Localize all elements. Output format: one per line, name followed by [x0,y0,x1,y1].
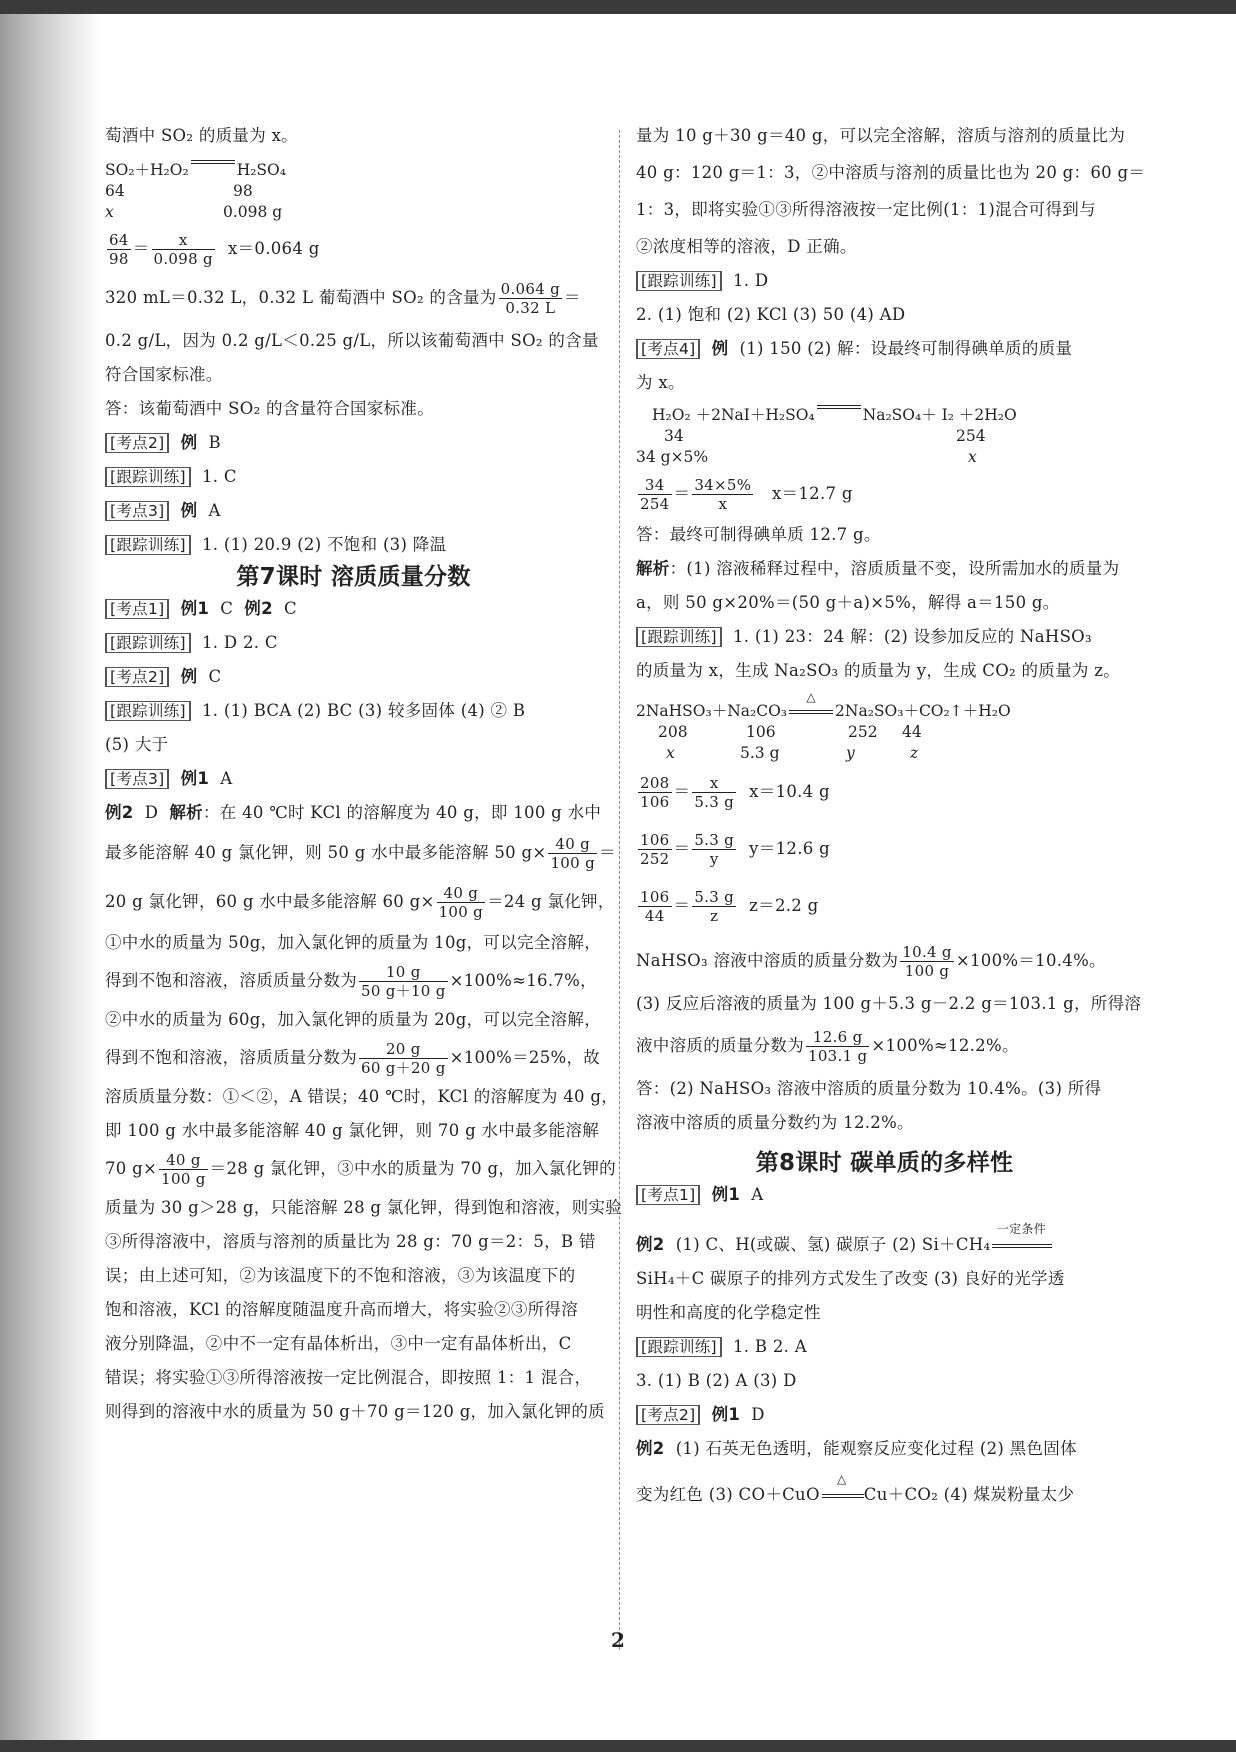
text-line: 2. (1) 饱和 (2) KCl (3) 50 (4) AD [636,305,906,324]
answer-line: [跟踪训练] 1. B 2. A [636,1337,1133,1357]
text-line: 得到不饱和溶液，溶质质量分数为 $\frac{20 g}{60 g+20 g}$ ×100%＝25%，故 [105,1040,601,1077]
unknown-value: x [968,448,977,466]
text-line: 错误；将实验①③所得溶液按一定比例混合，即按照 1：1 混合， [105,1368,592,1387]
reaction-arrow [820,1473,864,1505]
fraction: $\frac{10 g}{50 g+10 g}$ [361,963,446,1000]
text-line: 答：该葡萄酒中 SO₂ 的含量符合国家标准。 [105,399,435,418]
text-line: ①中水的质量为 50g，加入氯化钾的质量为 10g，可以完全溶解， [105,933,602,952]
text-line: 溶质质量分数：①＜②，A 错误；40 ℃时，KCl 的溶解度为 40 g， [105,1087,619,1106]
fraction: $\frac{208}{106}$ [640,774,670,811]
equation-values [636,447,1133,468]
equation-values: x 5.3 g y z [666,744,919,762]
fraction: $\frac{64}{98}$ [109,231,129,268]
text-line: (5) 大于 [105,735,169,754]
equation-values [105,202,602,223]
text-line: 液分别降温，②中不一定有晶体析出，③中一定有晶体析出，C [105,1334,572,1353]
equation-right: 2Na₂SO₃＋CO₂↑＋H₂O [835,702,1011,720]
result: y＝12.6 g [749,839,830,858]
section-tag: [跟踪训练] [636,271,722,291]
text-line: NaHSO₃ 溶液中溶质的质量分数为 $\frac{10.4 g}{100 g}$ ×100%＝10.4%。 [636,943,1106,980]
text-line: 解析：(1) 溶液稀释过程中，溶质质量不变，设所需加水的质量为 [636,559,1120,578]
reaction-condition: 一定条件 [996,1222,1047,1236]
molar-mass: 34 [664,427,684,445]
unknown-value: x [105,203,114,221]
answer-line: [考点3] 例1 A [105,769,602,789]
text-line: 质量为 30 g＞28 g，只能溶解 28 g 氯化钾，得到饱和溶液，则实验 [105,1198,623,1217]
answer-line: [跟踪训练] 1. (1) 20.9 (2) 不饱和 (3) 降温 [105,535,602,555]
page-edge-shadow [0,14,100,1740]
text-line: 即 100 g 水中最多能溶解 40 g 氯化钾，则 70 g 水中最多能溶解 [105,1121,600,1140]
text-line: 例2 (1) 石英无色透明，能观察反应变化过程 (2) 黑色固体 [636,1439,1077,1458]
answer-line: [考点1] 例1 A [636,1185,1133,1205]
section-tag: [跟踪训练] [105,633,191,653]
text-line: 最多能溶解 40 g 氯化钾，则 50 g 水中最多能溶解 50 g× $\frac{40 g}{100 g}$ ＝ [105,835,616,872]
section-tag: [跟踪训练] [636,1337,722,1357]
equation-right: H₂SO₄ [236,161,286,179]
ratio-line: $\frac{106}{44}$ ＝ $\frac{5.3 g}{z}$ z＝2.2 g [640,888,819,925]
equation-masses [105,181,602,202]
equals-sign [817,405,861,409]
text-line: 萄酒中 SO₂ 的质量为 x。 [105,126,298,145]
text-line: 溶液中溶质的质量分数约为 12.2%。 [636,1113,914,1132]
text-line: 40 g：120 g＝1：3，②中溶质与溶剂的质量比也为 20 g：60 g＝ [636,163,1146,182]
equation [105,160,602,181]
text-line: 例2 (1) C、H(或碳、氢) 碳原子 (2) Si＋CH₄ 一定条件 [636,1223,1133,1255]
answer-line: [考点2] 例 B [105,433,602,453]
text-line: (3) 反应后溶液的质量为 100 g＋5.3 g－2.2 g＝103.1 g，所得溶 [636,994,1142,1013]
answer-line: [考点4] 例 (1) 150 (2) 解：设最终可制得碘单质的质量 [636,339,1133,359]
section-tag: [考点2] [105,667,169,687]
fraction: $\frac{34\times 5\%}{x}$ [694,476,752,513]
reaction-arrow [990,1223,1052,1255]
text-line: a，则 50 g×20%＝(50 g＋a)×5%，解得 a＝150 g。 [636,593,1060,612]
section-tag: [跟踪训练] [105,467,191,487]
answer-line: [跟踪训练] 1. (1) 23：24 解：(2) 设参加反应的 NaHSO₃ [636,627,1133,647]
fraction: $\frac{5.3 g}{z}$ [694,888,735,925]
ratio-line: $\frac{106}{252}$ ＝ $\frac{5.3 g}{y}$ y＝12.6 g [640,831,830,868]
answer-line: [考点2] 例 C [105,667,602,687]
section-tag: [考点3] [105,501,169,521]
fraction: $\frac{x}{0.098 g}$ [153,231,213,268]
text-line: ③所得溶液中，溶质与溶剂的质量比为 28 g：70 g＝2：5，B 错 [105,1232,596,1251]
equation [636,690,1133,722]
fraction: $\frac{106}{252}$ [640,831,670,868]
section-tag: [考点3] [105,769,169,789]
heat-symbol: △ [837,1472,847,1486]
known-value: 34 g×5% [636,448,709,466]
known-value: 0.098 g [223,203,283,221]
fraction: $\frac{0.064 g}{0.32 L}$ [500,280,561,317]
fraction: $\frac{40 g}{100 g}$ [438,884,484,921]
section-tag: [跟踪训练] [105,535,191,555]
text-line: 320 mL＝0.32 L，0.32 L 葡萄酒中 SO₂ 的含量为 $\frac{0.064 g}{0.32 L}$ ＝ [105,280,581,317]
fraction: $\frac{10.4 g}{100 g}$ [902,943,952,980]
lesson-heading: 第8课时 碳单质的多样性 [755,1150,1014,1176]
answer-line: [考点3] 例 A [105,501,602,521]
molar-mass: 254 [956,427,986,445]
equation-left: 2NaHSO₃＋Na₂CO₃ [636,702,788,720]
text-line: 0.2 g/L，因为 0.2 g/L＜0.25 g/L，所以该葡萄酒中 SO₂ 的含量 [105,331,599,350]
answer-line: [跟踪训练] 1. (1) BCA (2) BC (3) 较多固体 (4) ② B [105,701,602,721]
section-tag: [跟踪训练] [105,701,191,721]
equation-masses [636,426,1133,447]
text-line: 20 g 氯化钾，60 g 水中最多能溶解 60 g× $\frac{40 g}{100 g}$ ＝24 g 氯化钾， [105,884,615,921]
equation-left: SO₂＋H₂O₂ [105,161,189,179]
text-line: 1：3，即将实验①③所得溶液按一定比例(1：1)混合可得到与 [636,200,1096,219]
lesson-heading: 第7课时 溶质质量分数 [236,564,471,590]
section-tag: [考点2] [636,1405,700,1425]
text-line: 则得到的溶液中水的质量为 50 g＋70 g＝120 g，加入氯化钾的质 [105,1402,605,1421]
text-line: ②中水的质量为 60g，加入氯化钾的质量为 20g，可以完全溶解， [105,1010,602,1029]
fraction: $\frac{34}{254}$ [640,476,670,513]
equation-left: H₂O₂ ＋2NaI＋H₂SO₄ [652,406,815,424]
text-line: 得到不饱和溶液，溶质质量分数为 $\frac{10 g}{50 g+10 g}$ ×100%≈16.7%， [105,963,597,1000]
result: x＝10.4 g [749,782,830,801]
text-line: 量为 10 g＋30 g＝40 g，可以完全溶解，溶质与溶剂的质量比为 [636,126,1126,145]
reaction-arrow [787,690,835,722]
ratio-line: $\frac{64}{98}$ ＝ $\frac{x}{0.098 g}$ x＝0.064 g [109,231,320,268]
text-line: SiH₄＋C 碳原子的排列方式发生了改变 (3) 良好的光学透 [636,1269,1065,1288]
right-column [636,126,1146,1505]
section-tag: [考点4] [636,339,700,359]
answer-line: [考点2] 例1 D [636,1405,1133,1425]
fraction: $\frac{x}{5.3 g}$ [694,774,735,811]
section-tag: [考点1] [105,599,169,619]
fraction: $\frac{106}{44}$ [640,888,670,925]
section-tag: [考点1] [636,1185,700,1205]
fraction: $\frac{40 g}{100 g}$ [161,1151,206,1188]
top-border [0,0,1236,14]
text-line: 70 g× $\frac{40 g}{100 g}$ ＝28 g 氯化钾，③中水的质量为 70 g，加入氯化钾的 [105,1151,616,1188]
text-line: 为 x。 [636,373,685,392]
text-line: 答：(2) NaHSO₃ 溶液中溶质的质量分数为 10.4%。(3) 所得 [636,1079,1102,1098]
result: x＝0.064 g [228,239,320,258]
text-line: 3. (1) B (2) A (3) D [636,1371,797,1390]
text-line: 的质量为 x，生成 Na₂SO₃ 的质量为 y，生成 CO₂ 的质量为 z。 [636,661,1121,680]
section-tag: [考点2] [105,433,169,453]
section-tag: [跟踪训练] [636,627,722,647]
molar-mass: 98 [233,182,253,200]
text-line: 误；由上述可知，②为该温度下的不饱和溶液，③为该温度下的 [105,1266,576,1285]
heat-symbol: △ [806,690,816,704]
ratio-line: $\frac{208}{106}$ ＝ $\frac{x}{5.3 g}$ x＝10.4 g [640,774,830,811]
fraction: $\frac{5.3 g}{y}$ [694,831,735,868]
answer-line: [跟踪训练] 1. D 2. C [105,633,602,653]
ratio-line: $\frac{34}{254}$ ＝ $\frac{34\times 5\%}{x}$ x＝12.7 g [640,476,853,513]
fraction: $\frac{20 g}{60 g+20 g}$ [361,1040,446,1077]
answer-line: [跟踪训练] 1. D [636,271,1133,291]
equation-right: Na₂SO₄＋ I₂ ＋2H₂O [862,406,1017,424]
text-line: 液中溶质的质量分数为 $\frac{12.6 g}{103.1 g}$ ×100%≈12.2%。 [636,1028,1019,1065]
left-column [105,126,623,1422]
text-line: 变为红色 (3) CO＋CuO △ Cu＋CO₂ (4) 煤炭粉量太少 [636,1472,1075,1504]
result: z＝2.2 g [749,896,819,915]
equals-sign [191,160,235,164]
fraction: $\frac{12.6 g}{103.1 g}$ [808,1028,868,1065]
text-line: 答：最终可制得碘单质 12.7 g。 [636,525,881,544]
equation [636,405,1133,426]
answer-line: [跟踪训练] 1. C [105,467,602,487]
column-divider [619,130,620,1650]
text-line: 明性和高度的化学稳定性 [636,1303,821,1322]
text-line: 例2 D 解析：在 40 ℃时 KCl 的溶解度为 40 g，即 100 g 水中 [105,803,602,822]
text-line: 符合国家标准。 [105,365,223,384]
text-line: 饱和溶液，KCl 的溶解度随温度升高而增大，将实验②③所得溶 [105,1300,579,1319]
bottom-border [0,1740,1236,1752]
text-line: ②浓度相等的溶液，D 正确。 [636,237,857,256]
page-number: 2 [611,1628,625,1652]
molar-mass: 64 [105,182,125,200]
equation-masses: 208 106 252 44 [658,723,922,741]
answer-line: [考点1] 例1 C 例2 C [105,599,602,619]
fraction: $\frac{40 g}{100 g}$ [550,835,595,872]
result: x＝12.7 g [771,484,853,503]
